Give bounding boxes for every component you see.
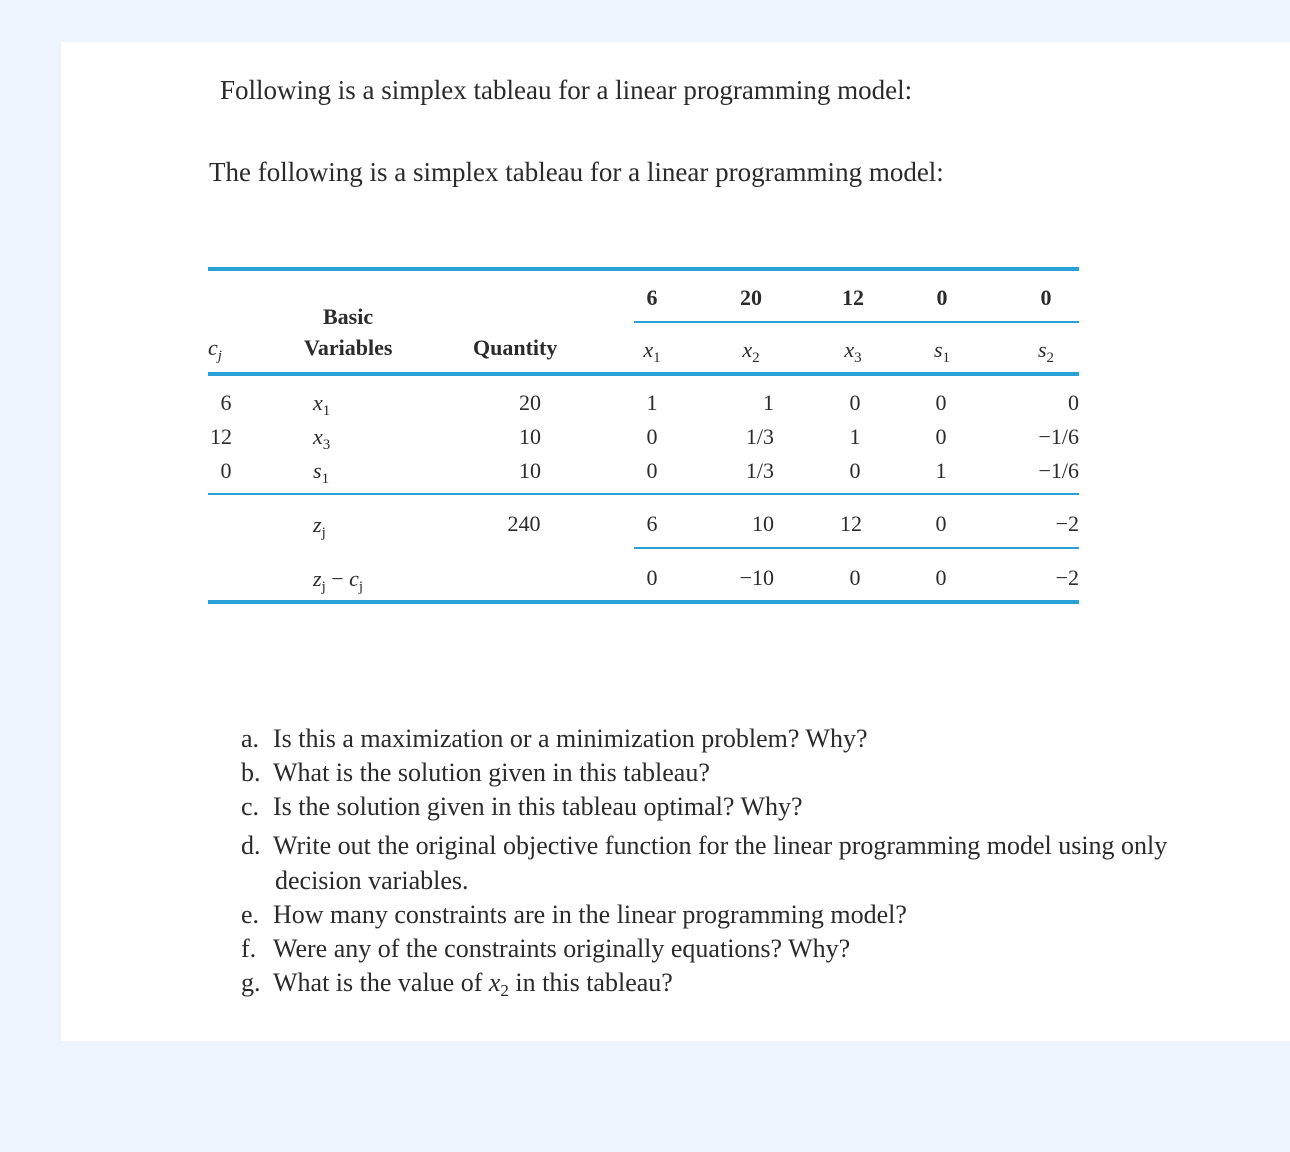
row-quantity: 20 (519, 390, 541, 415)
row-cj: 0 (220, 458, 232, 483)
row-value: 1/3 (745, 458, 774, 483)
row-basic: $x_1$ (313, 390, 331, 419)
question-f: f. Were any of the constraints originally equations? Why? (241, 934, 851, 963)
question-d: d. Write out the original objective function for the linear programming model using only (241, 831, 1168, 860)
cost-cell: 0 (936, 285, 948, 310)
row-value: 0 (935, 424, 947, 449)
header-var: $x_1$ (643, 337, 661, 366)
question-e: e. How many constraints are in the linear programming model? (241, 900, 907, 929)
zj-minus-cj-label: $z_j - c_j$ (313, 566, 364, 595)
row-value: −1/6 (1038, 424, 1079, 449)
table-top-rule (208, 267, 1079, 271)
row-value: −1/6 (1038, 458, 1079, 483)
zj-value: 0 (935, 511, 947, 536)
row-value: 0 (1068, 390, 1079, 415)
cost-cell: 12 (842, 285, 864, 310)
question-a: a. Is this a maximization or a minimization problem? Why? (241, 724, 868, 753)
cost-row-rule (634, 321, 1079, 323)
zc-value: −10 (739, 565, 774, 590)
cost-cell: 20 (740, 285, 762, 310)
zc-value: −2 (1055, 565, 1079, 590)
header-basic: Basic (323, 304, 374, 329)
zj-value: 10 (752, 511, 774, 536)
row-value: 1 (935, 458, 947, 483)
row-value: 1/3 (745, 424, 774, 449)
row-value: 1 (763, 390, 774, 415)
content-card (61, 42, 1290, 1041)
row-quantity: 10 (519, 458, 541, 483)
row-cj: 6 (220, 390, 232, 415)
row-value: 1 (646, 390, 658, 415)
question-d-continued: decision variables. (275, 866, 469, 895)
header-variables: Variables (304, 335, 393, 360)
table-bottom-rule (208, 600, 1079, 604)
body-bottom-rule (208, 493, 1079, 495)
zj-quantity: 240 (507, 511, 541, 536)
row-value: 0 (646, 458, 658, 483)
zc-value: 0 (935, 565, 947, 590)
row-value: 0 (849, 458, 861, 483)
row-value: 1 (849, 424, 861, 449)
cost-cell: 0 (1040, 285, 1052, 310)
row-cj: 12 (210, 424, 232, 449)
intro-line: Following is a simplex tableau for a linear programming model: (220, 75, 913, 105)
zj-value: −2 (1055, 511, 1079, 536)
row-value: 0 (849, 390, 861, 415)
row-value: 0 (646, 424, 658, 449)
question-g: g. What is the value of $x_2$ in this tableau? (241, 968, 673, 1000)
header-var: $s_2$ (1037, 337, 1055, 366)
zj-value: 12 (840, 511, 862, 536)
zj-row-rule (634, 547, 1079, 549)
zc-value: 0 (849, 565, 861, 590)
question-b: b. What is the solution given in this tableau? (241, 758, 710, 787)
row-basic: $x_3$ (313, 424, 331, 453)
header-var: $x_2$ (742, 337, 760, 366)
zj-label: $z_j$ (313, 512, 326, 541)
header-bottom-rule (208, 372, 1079, 376)
zc-value: 0 (646, 565, 658, 590)
row-value: 0 (935, 390, 947, 415)
row-basic: $s_1$ (313, 458, 330, 487)
cost-cell: 6 (646, 285, 658, 310)
row-quantity: 10 (519, 424, 541, 449)
heading: The following is a simplex tableau for a linear programming model: (209, 157, 944, 187)
question-c: c. Is the solution given in this tableau optimal? Why? (241, 792, 803, 821)
header-cj: $c_j$ (208, 335, 222, 364)
header-var: $x_3$ (844, 337, 862, 366)
header-quantity: Quantity (473, 335, 558, 360)
header-var: $s_1$ (933, 337, 951, 366)
zj-value: 6 (646, 511, 658, 536)
